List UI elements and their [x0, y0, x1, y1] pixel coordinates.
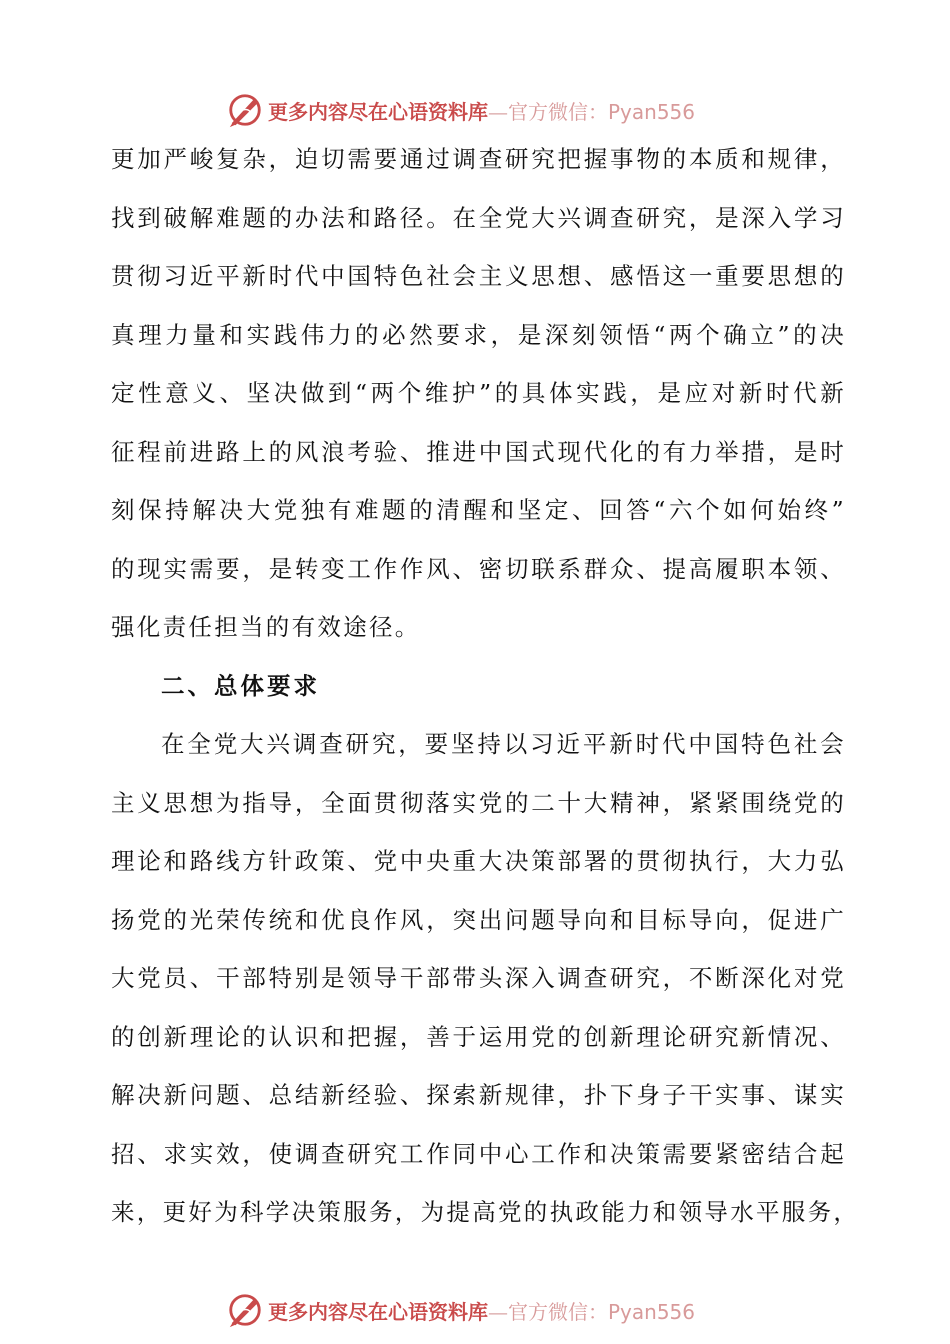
footer-banner-dash: — [488, 1299, 508, 1324]
paragraph-2-line: 在全党大兴调查研究，要坚持以习近平新时代中国特色社会 [161, 730, 846, 758]
paragraph-2-line: 解决新问题、总结新经验、探索新规律，扑下身子干实事、谋实 [111, 1081, 846, 1109]
header-banner-wechat-label: 官方微信： [508, 99, 608, 124]
header-watermark-banner [226, 90, 695, 130]
footer-banner-wechat-id: Pyan556 [608, 1299, 696, 1324]
header-banner-text [268, 96, 695, 125]
pen-logo-icon [226, 91, 264, 129]
section-heading: 二、总体要求 [161, 671, 320, 700]
paragraph-1-line: 强化责任担当的有效途径。 [111, 613, 421, 641]
footer-banner-wechat-label: 官方微信： [508, 1299, 608, 1324]
paragraph-1-line: 征程前进路上的风浪考验、推进中国式现代化的有力举措，是时 [111, 437, 846, 466]
paragraph-2-line: 的创新理论的认识和把握，善于运用党的创新理论研究新情况、 [111, 1022, 846, 1051]
footer-watermark-banner [226, 1290, 695, 1330]
paragraph-1-line: 刻保持解决大党独有难题的清醒和坚定、回答“六个如何始终” [111, 496, 846, 524]
pen-logo-icon [226, 1291, 264, 1329]
header-banner-title: 更多内容尽在心语资料库 [268, 99, 488, 124]
paragraph-1-line: 找到破解难题的办法和路径。在全党大兴调查研究，是深入学习 [111, 203, 846, 232]
paragraph-2-line: 扬党的光荣传统和优良作风，突出问题导向和目标导向，促进广 [111, 905, 846, 934]
paragraph-1-line: 真理力量和实践伟力的必然要求，是深刻领悟“两个确立”的决 [111, 320, 846, 349]
header-banner-wechat-id: Pyan556 [608, 99, 696, 124]
footer-banner-title: 更多内容尽在心语资料库 [268, 1299, 488, 1324]
footer-banner-text [268, 1296, 695, 1325]
document-body [111, 130, 860, 1242]
paragraph-1-line: 贯彻习近平新时代中国特色社会主义思想、感悟这一重要思想的 [111, 262, 846, 290]
paragraph-1-line: 定性意义、坚决做到“两个维护”的具体实践，是应对新时代新 [111, 379, 846, 407]
paragraph-2-line: 招、求实效，使调查研究工作同中心工作和决策需要紧密结合起 [111, 1139, 846, 1168]
header-banner-dash: — [488, 99, 508, 124]
paragraph-1-line: 更加严峻复杂，迫切需要通过调查研究把握事物的本质和规律， [111, 145, 846, 173]
paragraph-2-line: 大党员、干部特别是领导干部带头深入调查研究，不断深化对党 [111, 964, 846, 992]
paragraph-2-line: 来，更好为科学决策服务，为提高党的执政能力和领导水平服务， [111, 1198, 860, 1226]
paragraph-2-line: 理论和路线方针政策、党中央重大决策部署的贯彻执行，大力弘 [111, 847, 846, 875]
paragraph-2-line: 主义思想为指导，全面贯彻落实党的二十大精神，紧紧围绕党的 [111, 788, 846, 817]
paragraph-1-line: 的现实需要，是转变工作作风、密切联系群众、提高履职本领、 [111, 554, 846, 583]
